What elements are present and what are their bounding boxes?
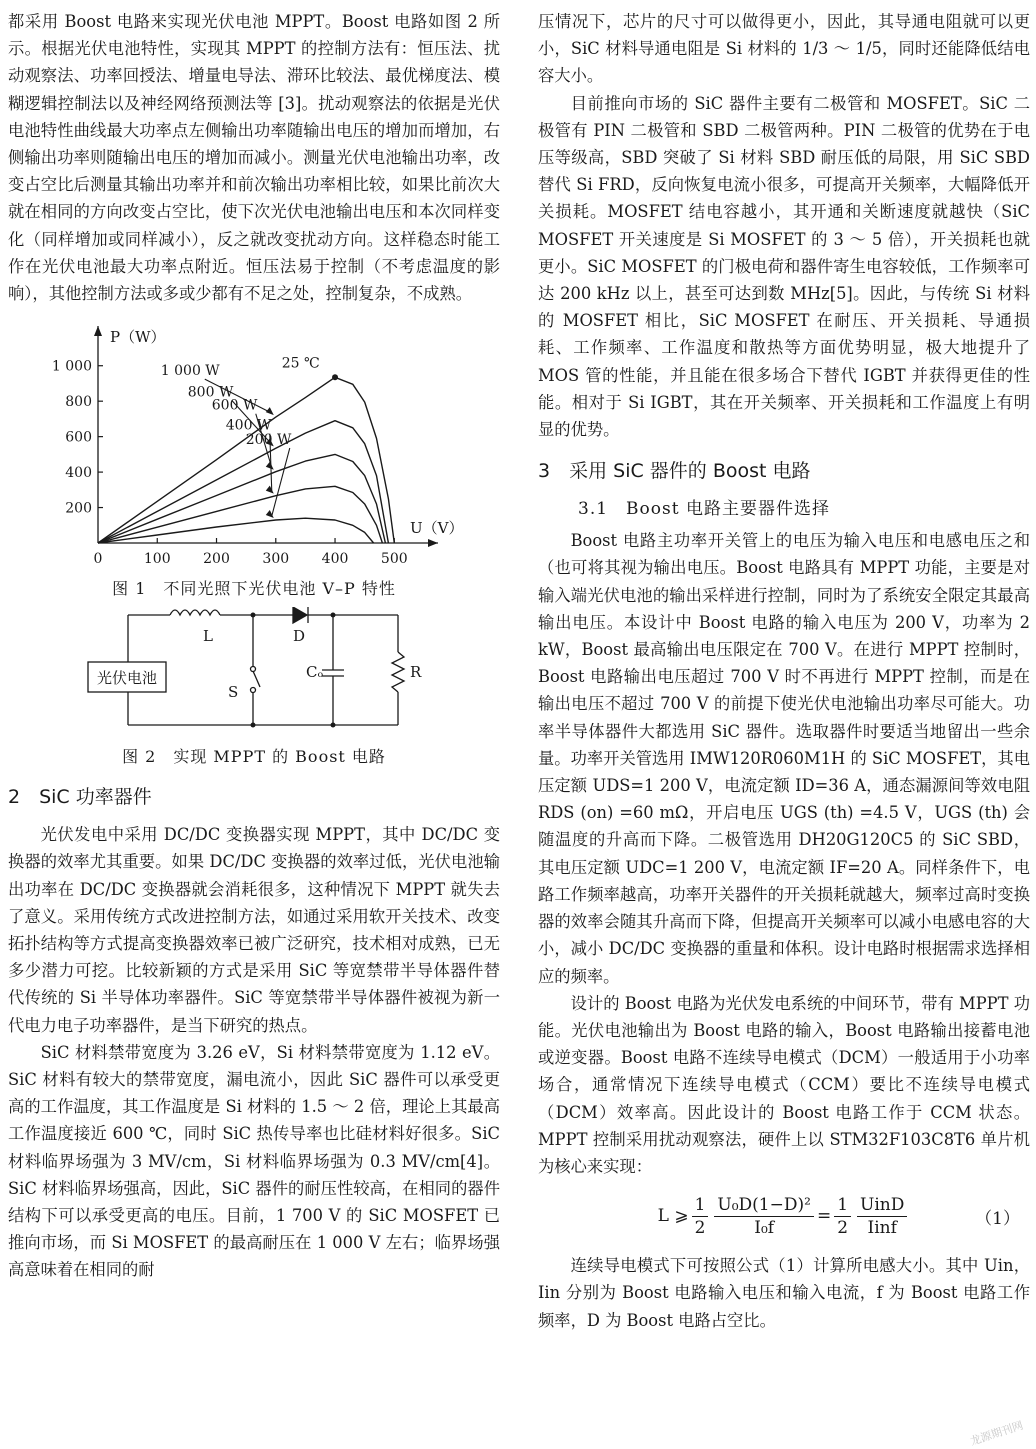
paragraph: 压情况下，芯片的尺寸可以做得更小，因此，其导通电阻就可以更小，SiC 材料导通电阻是 Si 材料的 1/3 ～ 1/5，同时还能降低结电容大小。 [538,12,1030,86]
diode-symbol [293,607,307,623]
series-leader-arrow [266,486,274,494]
series-label: 800 W [187,384,234,401]
equation-number: （1） [975,1208,1020,1229]
boost-circuit [8,607,500,739]
right-column [538,8,1030,1334]
figure-caption: 图 2 实现 MPPT 的 Boost 电路 [122,747,386,767]
series-label: 200 W [245,432,292,449]
fraction-half: $\frac{1}{2}$ [692,1194,709,1239]
y-tick-label: 400 [65,465,92,482]
figure-1 [8,321,500,601]
equation-1 [538,1184,1030,1248]
paragraph: 设计的 Boost 电路为光伏发电系统的中间环节，带有 MPPT 功能。光伏电池输出为 Boost 电路的输入，Boost 电路输出接蓄电池或逆变器。Boost 电路不连续导电模式（DCM）一般适用于小功率场合，通常情况下连续导电模式（CCM）要比不连续导电模式（DCM）效率高。因此设计的 Boost 电路工作于 CCM 状态。MPPT 控制采用扰动观察法，硬件上以 STM32F103C8T6 单片机为核心来实现： [538,993,1030,1176]
x-axis-arrow [428,539,438,547]
vp-chart [8,321,500,571]
series-line [98,518,374,543]
x-tick-label: 0 [93,551,103,568]
x-tick-label: 300 [262,551,290,568]
paragraph: 都采用 Boost 电路来实现光伏电池 MPPT。Boost 电路如图 2 所示。根据光伏电池特性，实现其 MPPT 的控制方法有：恒压法、扰动观察法、功率回授法、增量电导法、滞环比较法、最优梯度法、模糊逻辑控制法以及神经网络预测法等 [3]。扰动观察法的依据是光伏电池特性曲线最大功率点左侧输出功率随输出电压的增加而增加，右侧输出功率则随输出电压的增加而减小。测量光伏电池输出功率，改变占空比后测量其输出功率并和前次输出功率相比较，如果比前次大就在相同的方向改变占空比，使下次光伏电池输出电压和本次同样变化（同样增加或同样减小），反之就改变扰动方向。这样稳态时能工作在光伏电池最大功率点附近。恒压法易于控制（不考虑温度的影响），其他控制方法或多或少都有不足之处，控制复杂，不成熟。 [8,12,500,304]
capacitor-label: Cₒ [306,663,324,682]
paragraph: SiC 材料禁带宽度为 3.26 eV，Si 材料禁带宽度为 1.12 eV。SiC 材料有较大的禁带宽度，漏电流小，因此 SiC 器件可以承受更高的工作温度，其工作温度是 Si 材料的 1.5 ～ 2 倍，理论上其最高工作温度接近 600 ℃，同时 SiC 热传导率也比硅材料好很多。SiC 材料临界场强为 3 MV/cm，Si 材料临界场强为 0.3 MV/cm[4]。SiC 材料临界场强高，因此，SiC 器件的耐压性较高，在相同的器件结构下可以承受更高的电压。目前，1 700 V 的 SiC MOSFET 已推向市场，而 Si MOSFET 的最高耐压在 1 000 V 左右；临界场强高意味着在相同的耐 [8,1042,500,1280]
mpp-point [332,374,338,380]
subsection-title: 3.1 Boost 电路主要器件选择 [578,499,830,520]
figure-2 [8,607,500,769]
fraction-half-2: $\frac{1}{2}$ [834,1194,851,1239]
paragraph: 目前推向市场的 SiC 器件主要有二极管和 MOSFET。SiC 二极管有 PIN 二极管和 SBD 二极管两种。PIN 二极管的优势在于电压等级高，SBD 突破了 Si 材料 SBD 耐压低的局限，用 SiC SBD 替代 Si FRD，反向恢复电流小很多，可提高开关频率，大幅降低开关损耗。MOSFET 结电容越小，其开通和关断速度就越快（SiC MOSFET 开关速度是 Si MOSFET 的 3 ～ 5 倍），开关损耗也就更小。SiC MOSFET 的门极电荷和器件寄生电容较低，工作频率可达 200 kHz 以上，甚至可达到数 MHz[5]。因此，与传统 Si 材料的 MOSFET 相比，SiC MOSFET 在耐压、开关损耗、导通损耗、工作频率、工作温度和散热等方面优势明显，极大地提升了 MOS 管的性能，并且能在很多场合下替代 IGBT 并获得更佳的性能。相对于 Si IGBT，其在开关频率、开关损耗和工作温度上有明显的优势。 [538,93,1030,440]
section-title: 2 SiC 功率器件 [8,786,152,809]
inductor-coil [170,610,220,615]
section-title: 3 采用 SiC 器件的 Boost 电路 [538,460,811,483]
paragraph: 连续导电模式下可按照公式（1）计算所电感大小。其中 Uin，Iin 分别为 Boost 电路输入电压和输入电流，f 为 Boost 电路工作频率，D 为 Boost 电路占空比。 [538,1256,1030,1330]
equals-sign: = [816,1206,832,1227]
pv-cell-label: 光伏电池 [96,669,158,688]
y-tick-label: 1 000 [51,358,92,375]
left-column [8,8,500,1284]
series-line [98,455,385,544]
figure-caption: 图 1 不同光照下光伏电池 V–P 特性 [112,579,396,599]
series-label: 1 000 W [160,363,220,380]
resistor-label: R [410,663,422,682]
y-tick-label: 600 [65,429,92,446]
series-line [98,487,382,544]
y-tick-label: 800 [65,394,92,411]
paragraph: Boost 电路主功率开关管上的电压为输入电压和电感电压之和（也可将其视为输出电压。Boost 电路具有 MPPT 功能，主要是对输入端光伏电池的输出采样进行控制，同时为了系统安全限定其最高输出电压。本设计中 Boost 电路的输入电压为 200 V，功率为 2 kW，Boost 最高输出电压限定在 700 V。在进行 MPPT 控制时，Boost 电路输出电压超过 700 V 时不再进行 MPPT 控制，而是在输出电压不超过 700 V 的前提下使光伏电池输出功率尽可能大。功率半导体器件大都选用 SiC 器件。选取器件时要适当地留出一些余量。功率开关管选用 IMW120R060M1H 的 SiC MOSFET，其电压定额 UDS=1 200 V，电流定额 ID=36 A，通态漏源间等效电阻 RDS (on) =60 mΩ，开启电压 UGS (th) =4.5 V，UGS (th) 会随温度的升高而下降。二极管选用 DH20G120C5 的 SiC SBD，其电压定额 UDC=1 200 V，电流定额 IF=20 A。同样条件下，电路工作频率越高，功率开关器件的开关损耗就越大，频率过高时变换器的效率会随其升高而下降，但提高开关频率可以减小电感电容的大小，减小 DC/DC 变换器的重量和体积。设计电路时根据需求选择相应的频率。 [538,531,1030,986]
series-leader-arrow [266,462,274,470]
y-tick-label: 200 [65,500,92,517]
series-label: 600 W [211,397,258,414]
x-axis-label: U（V） [410,519,464,538]
y-axis-arrow [94,326,102,336]
x-tick-label: 200 [203,551,230,568]
series-line [98,421,388,543]
fraction-main: $\frac{\text{U₀D(1−D)²}}{\text{I₀f}}$ [714,1194,814,1239]
inductor-label: L [203,627,213,646]
resistor-zigzag [392,652,404,692]
paragraph: 光伏发电中采用 DC/DC 变换器实现 MPPT，其中 DC/DC 变换器的效率尤其重要。如果 DC/DC 变换器的效率过低，光伏电池输出功率在 DC/DC 变换器就会消耗很多，这种情况下 MPPT 就失去了意义。采用传统方式改进控制方法，如通过采用软开关技术、改变拓扑结构等方式提高变换器效率已被广泛研究，技术相对成熟，已无多少潜力可挖。比较新颖的方式是采用 SiC 等宽禁带半导体器件替代传统的 Si 半导体功率器件。SiC 等宽禁带半导体器件被视为新一代电力电子功率器件，是当下研究的热点。 [8,825,500,1035]
switch-label: S [228,683,239,702]
series-leader [272,448,290,516]
x-tick-label: 100 [143,551,171,568]
x-tick-label: 500 [380,551,408,568]
fraction-input: $\frac{\text{UinD}}{\text{Iinf}}$ [857,1194,907,1239]
watermark: 龙源期刊网 [968,1418,1025,1449]
switch-blade [253,671,260,687]
series-label: 400 W [225,417,272,434]
y-axis-label: P（W） [110,328,166,347]
series-leader-arrow [266,407,274,415]
equation-lhs: L ⩾ [657,1206,689,1227]
diode-label: D [293,627,306,646]
x-tick-label: 400 [321,551,349,568]
temperature-annotation: 25 ℃ [281,355,320,372]
